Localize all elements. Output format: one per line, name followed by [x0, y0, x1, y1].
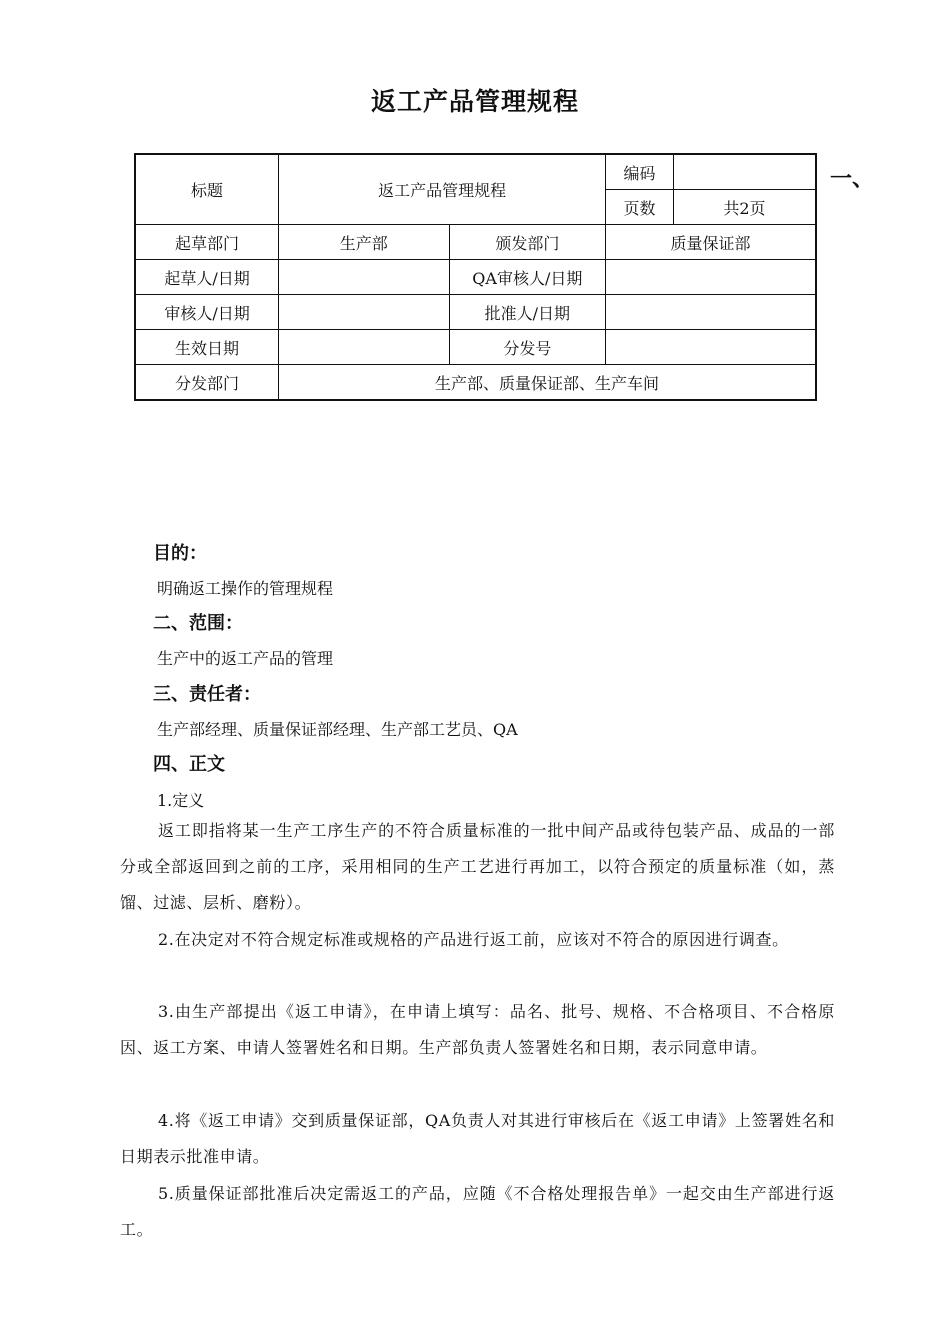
qa-reviewer-value — [606, 260, 816, 295]
purpose-heading: 目的： — [153, 543, 207, 564]
item-1-title: 1.定义 — [157, 791, 205, 810]
body-heading: 四、正文 — [153, 754, 225, 775]
title-label: 标题 — [135, 154, 279, 225]
item-2-text: 2.在决定对不符合规定标准或规格的产品进行返工前，应该对不符合的原因进行调查。 — [158, 930, 789, 949]
issue-dept-value: 质量保证部 — [606, 225, 816, 260]
document-info-table — [134, 153, 817, 401]
approver-value — [606, 295, 816, 330]
code-value — [673, 154, 816, 190]
pages-label: 页数 — [606, 190, 674, 225]
item-5-text: 5.质量保证部批准后决定需返工的产品，应随《不合格处理报告单》一起交由生产部进行返工。 — [120, 1184, 835, 1239]
drafter-label: 起草人/日期 — [135, 260, 279, 295]
item-3-text: 3.由生产部提出《返工申请》，在申请上填写：品名、批号、规格、不合格项目、不合格原因、返工方案、申请人签署姓名和日期。生产部负责人签署姓名和日期，表示同意申请。 — [120, 1002, 835, 1057]
approver-label: 批准人/日期 — [449, 295, 606, 330]
distribution-no-label: 分发号 — [449, 330, 606, 365]
responsibility-heading: 三、责任者： — [153, 684, 261, 705]
title-value: 返工产品管理规程 — [279, 154, 606, 225]
reviewer-value — [279, 295, 449, 330]
scope-heading: 二、范围： — [153, 613, 243, 634]
distribution-dept-value: 生产部、质量保证部、生产车间 — [279, 365, 816, 401]
item-1-text: 返工即指将某一生产工序生产的不符合质量标准的一批中间产品或待包装产品、成品的一部分或全部返回到之前的工序，采用相同的生产工艺进行再加工，以符合预定的质量标准（如，蒸馏、过滤、层析、磨粉）。 — [120, 821, 835, 912]
purpose-text: 明确返工操作的管理规程 — [157, 579, 334, 598]
page-title: 返工产品管理规程 — [370, 87, 579, 116]
effective-date-label: 生效日期 — [135, 330, 279, 365]
issue-dept-label: 颁发部门 — [449, 225, 606, 260]
effective-date-value — [279, 330, 449, 365]
draft-dept-value: 生产部 — [279, 225, 449, 260]
drafter-value — [279, 260, 449, 295]
distribution-dept-label: 分发部门 — [135, 365, 279, 401]
section-one-marker: 一、 — [830, 167, 875, 192]
code-label: 编码 — [606, 154, 674, 190]
qa-reviewer-label: QA审核人/日期 — [449, 260, 606, 295]
pages-value: 共2页 — [673, 190, 816, 225]
scope-text: 生产中的返工产品的管理 — [157, 649, 334, 668]
reviewer-label: 审核人/日期 — [135, 295, 279, 330]
item-4-text: 4.将《返工申请》交到质量保证部，QA负责人对其进行审核后在《返工申请》上签署姓名和日期表示批准申请。 — [120, 1111, 835, 1166]
distribution-no-value — [606, 330, 816, 365]
draft-dept-label: 起草部门 — [135, 225, 279, 260]
responsibility-text: 生产部经理、质量保证部经理、生产部工艺员、QA — [157, 720, 518, 739]
